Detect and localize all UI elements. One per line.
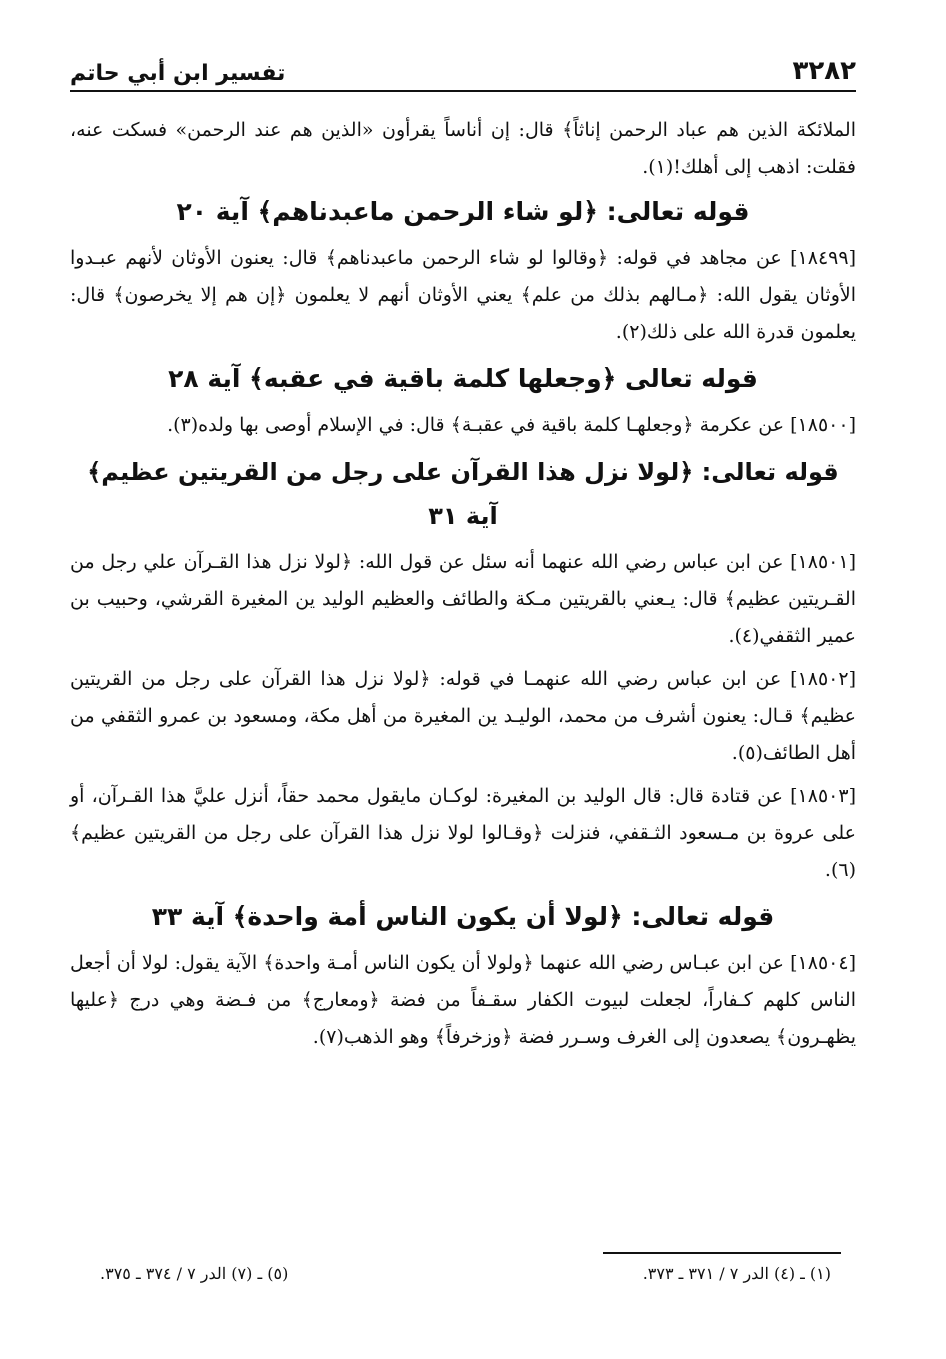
- footnotes: [70, 1252, 841, 1283]
- narration-18499: [١٨٤٩٩] عن مجاهد في قوله: ﴿وقالوا لو شاء الرحمن ماعبدناهم﴾ قال: يعنون الأوثان لأنهم عبـدوا الأوثان يقول الله: ﴿مـالهم بذلك من علم﴾ يعني الأوثان أنهم لا يعلمون ﴿إن هم إلا يخرصون﴾ قال: يعلمون قدرة الله على ذلك(٢).: [70, 247, 856, 343]
- page-number: ٣٢٨٢: [792, 56, 856, 86]
- section-heading-verse-31: قوله تعالى: ﴿لولا نزل هذا القرآن على رجل من القريتين عظيم﴾ آية ٣١: [87, 458, 839, 530]
- footnote-divider: [603, 1252, 841, 1254]
- book-title: تفسير ابن أبي حاتم: [70, 61, 286, 86]
- section-heading-verse-33: قوله تعالى: ﴿لولا أن يكون الناس أمة واحدة﴾ آية ٣٣: [151, 902, 775, 931]
- footnote-row: [70, 1264, 841, 1283]
- narration-18504: [١٨٥٠٤] عن ابن عبـاس رضي الله عنهما ﴿ولولا أن يكون الناس أمـة واحدة﴾ الآية يقول: لولا أن أجعل الناس كلهم كـفاراً، لجعلت لبيوت الكفار سقـفاً من فضة ﴿ومعارج﴾ من فـضة وهي درج ﴿عليها يظهـرون﴾ يصعدون إلى الغرف وسـرر فضة ﴿وزخرفاً﴾ وهو الذهب(٧).: [70, 952, 856, 1048]
- narration-18502: [١٨٥٠٢] عن ابن عباس رضي الله عنهمـا في قوله: ﴿لولا نزل هذا القرآن على رجل من القريتين عظيم﴾ قـال: يعنون أشرف من محمد، الوليـد ين المغيرة من أهل مكة، ومسعود بن عمرو الثقفي من أهل الطائف(٥).: [70, 668, 856, 764]
- section-heading-verse-20: قوله تعالى: ﴿لو شاء الرحمن ماعبدناهم﴾ آية ٢٠: [176, 197, 750, 226]
- page-header: [70, 52, 856, 92]
- body-text: [70, 112, 856, 1062]
- section-heading-verse-28: قوله تعالى ﴿وجعلها كلمة باقية في عقبه﴾ آية ٢٨: [168, 364, 758, 393]
- narration-18501: [١٨٥٠١] عن ابن عباس رضي الله عنهما أنه سئل عن قول الله: ﴿لولا نزل هذا القـرآن علي رجل من القـريتين عظيم﴾ قال: يـعني بالقريتين مـكة والطائف والعظيم الوليد ين المغيرة القرشي، وحبيب بن عمير الثقفي(٤).: [70, 551, 856, 647]
- footnote-5-7: (٥) ـ (٧) الدر ٧ / ٣٧٤ ـ ٣٧٥.: [100, 1264, 289, 1283]
- footnote-1-4: (١) ـ (٤) الدر ٧ / ٣٧١ ـ ٣٧٣.: [642, 1264, 831, 1283]
- intro-paragraph: الملائكة الذين هم عباد الرحمن إناثاً﴾ قال: إن أناساً يقرأون «الذين هم عند الرحمن» فسكت عنه، فقلت: اذهب إلى أهلك!(١).: [70, 119, 856, 178]
- narration-18500: [١٨٥٠٠] عن عكرمة ﴿وجعلهـا كلمة باقية في عقبـة﴾ قال: في الإسلام أوصى بها ولده(٣).: [167, 414, 856, 436]
- narration-18503: [١٨٥٠٣] عن قتادة قال: قال الوليد بن المغيرة: لوكـان مايقول محمد حقاً، أنزل عليَّ هذا القـرآن، أو على عروة بن مـسعود الثـقفي، فنزلت ﴿وقـالوا لولا نزل هذا القرآن على رجل من القريتين عظيم﴾(٦).: [70, 785, 856, 881]
